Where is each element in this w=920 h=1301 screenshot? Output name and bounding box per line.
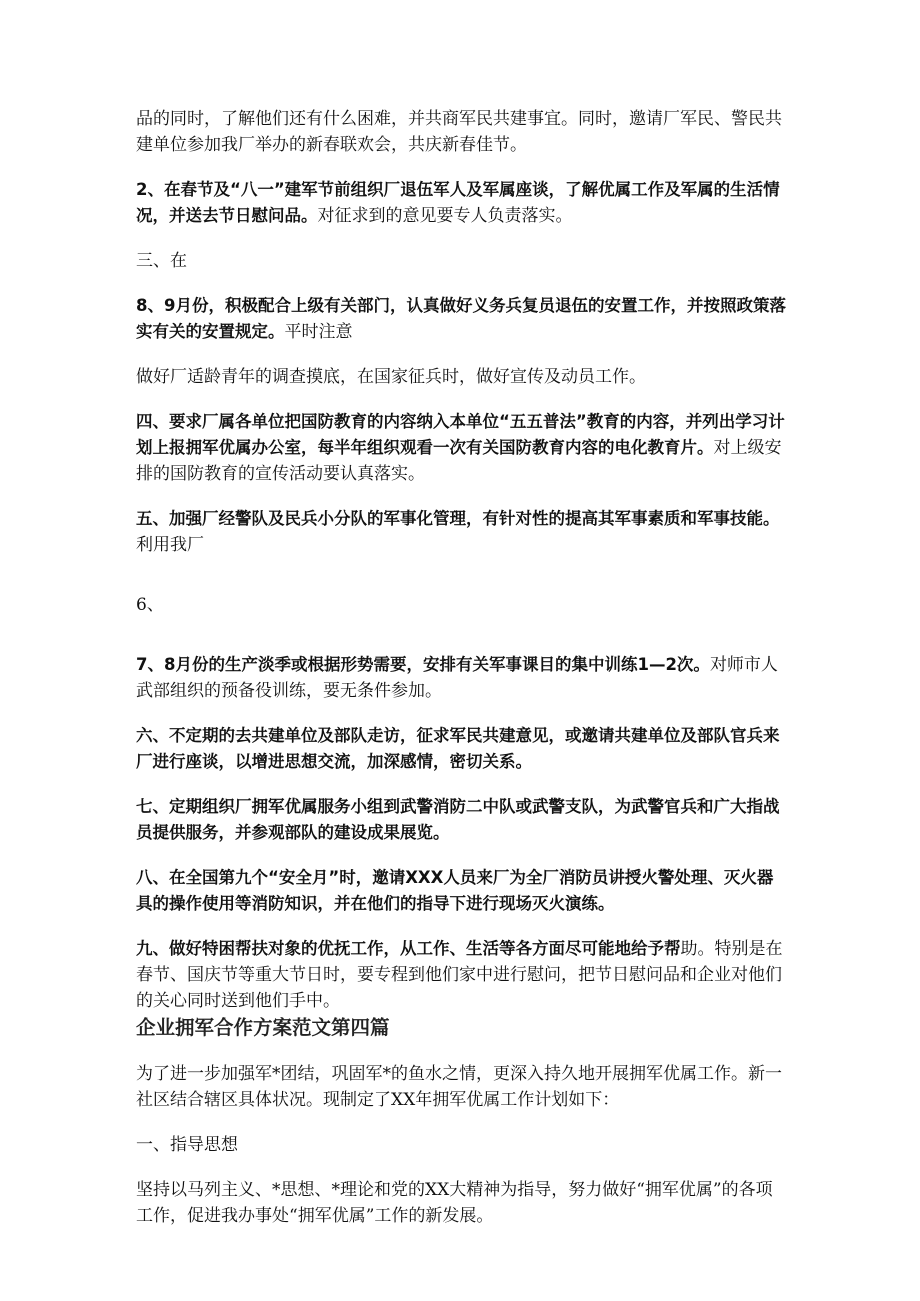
section-paragraph-2-text: 一、指导思想: [136, 1135, 238, 1155]
paragraph-2-text: 对征求到的意见要专人负责落实。: [317, 206, 573, 226]
paragraph-2: [136, 177, 786, 229]
paragraph-6-bold: 四、要求厂属各单位把国防教育的内容纳入本单位“五五普法”教育的内容，并列出学习计划上报拥军优属办公室，每半年组织观看一次有关国防教育内容的电化教育片。: [136, 412, 785, 457]
paragraph-3: [136, 248, 786, 274]
paragraph-7-text: 利用我厂: [136, 535, 204, 555]
document-page: [136, 106, 786, 1229]
paragraph-1-text: 品的同时，了解他们还有什么困难，并共商军民共建事宜。同时，邀请厂军民、警民共建单位参加我厂举办的新春联欢会，共庆新春佳节。: [136, 109, 782, 155]
paragraph-6-text: 对上级安排的国防教育的宣传活动要认真落实。: [136, 438, 782, 484]
section-paragraph-3: [136, 1177, 786, 1229]
paragraph-9-bold: 7、8月份的生产淡季或根据形势需要，安排有关军事课目的集中训练1—2次。: [136, 655, 710, 674]
paragraph-10-bold: 六、不定期的去共建单位及部队走访，征求军民共建意见，或邀请共建单位及部队官兵来厂进行座谈，以增进思想交流，加深感情，密切关系。: [136, 726, 780, 771]
paragraph-5: [136, 364, 786, 390]
paragraph-12-bold: 八、在全国第九个“安全月”时，邀请XXX人员来厂为全厂消防员讲授火警处理、灭火器具的操作使用等消防知识，并在他们的指导下进行现场灭火演练。: [136, 868, 774, 913]
paragraph-4-text: 平时注意: [284, 322, 353, 342]
paragraph-2-bold: 2、在春节及“八一”建军节前组织厂退伍军人及军属座谈，了解优属工作及军属的生活情况，并送去节日慰问品。: [136, 180, 780, 225]
paragraph-11-bold: 七、定期组织厂拥军优属服务小组到武警消防二中队或武警支队，为武警官兵和广大指战员提供服务，并参观部队的建设成果展览。: [136, 797, 780, 842]
paragraph-9-text: 对师市人武部组织的预备役训练，要无条件参加。: [136, 655, 778, 701]
paragraph-6: [136, 409, 786, 487]
section-paragraph-1: [136, 1061, 786, 1113]
paragraph-8-text: 6、: [136, 595, 164, 615]
section-paragraph-1-text: 为了进一步加强军*团结，巩固军*的鱼水之情，更深入持久地开展拥军优属工作。新一社区结合辖区具体状况。现制定了XX年拥军优属工作计划如下：: [136, 1064, 782, 1110]
paragraph-3-text: 三、在: [136, 251, 187, 271]
paragraph-13-text: 助。特别是在春节、国庆节等重大节日时，要专程到他们家中进行慰问，把节日慰问品和企业对他们的关心同时送到他们手中。: [136, 939, 783, 1011]
paragraph-5-text: 做好厂适龄青年的调查摸底，在国家征兵时，做好宣传及动员工作。: [136, 367, 646, 387]
paragraph-4: [136, 293, 786, 345]
paragraph-13: [136, 936, 786, 1014]
paragraph-1: [136, 106, 786, 158]
section-heading: 企业拥军合作方案范文第四篇: [136, 1016, 390, 1039]
paragraph-7: [136, 506, 786, 558]
paragraph-9: [136, 652, 786, 704]
paragraph-13-bold: 九、做好特困帮扶对象的优抚工作，从工作、生活等各方面尽可能地给予帮: [136, 939, 681, 958]
paragraph-4-bold: 8、9月份，积极配合上级有关部门，认真做好义务兵复员退伍的安置工作，并按照政策落实有关的安置规定。: [136, 296, 786, 341]
paragraph-12: [136, 865, 786, 917]
paragraph-7-bold: 五、加强厂经警队及民兵小分队的军事化管理，有针对性的提高其军事素质和军事技能。: [136, 509, 780, 528]
section-paragraph-2: [136, 1132, 786, 1158]
paragraph-8: [136, 592, 786, 618]
paragraph-11: [136, 794, 786, 846]
paragraph-10: [136, 723, 786, 775]
section-paragraph-3-text: 坚持以马列主义、*思想、*理论和党的XX大精神为指导，努力做好“拥军优属”的各项工作，促进我办事处“拥军优属”工作的新发展。: [136, 1180, 773, 1226]
